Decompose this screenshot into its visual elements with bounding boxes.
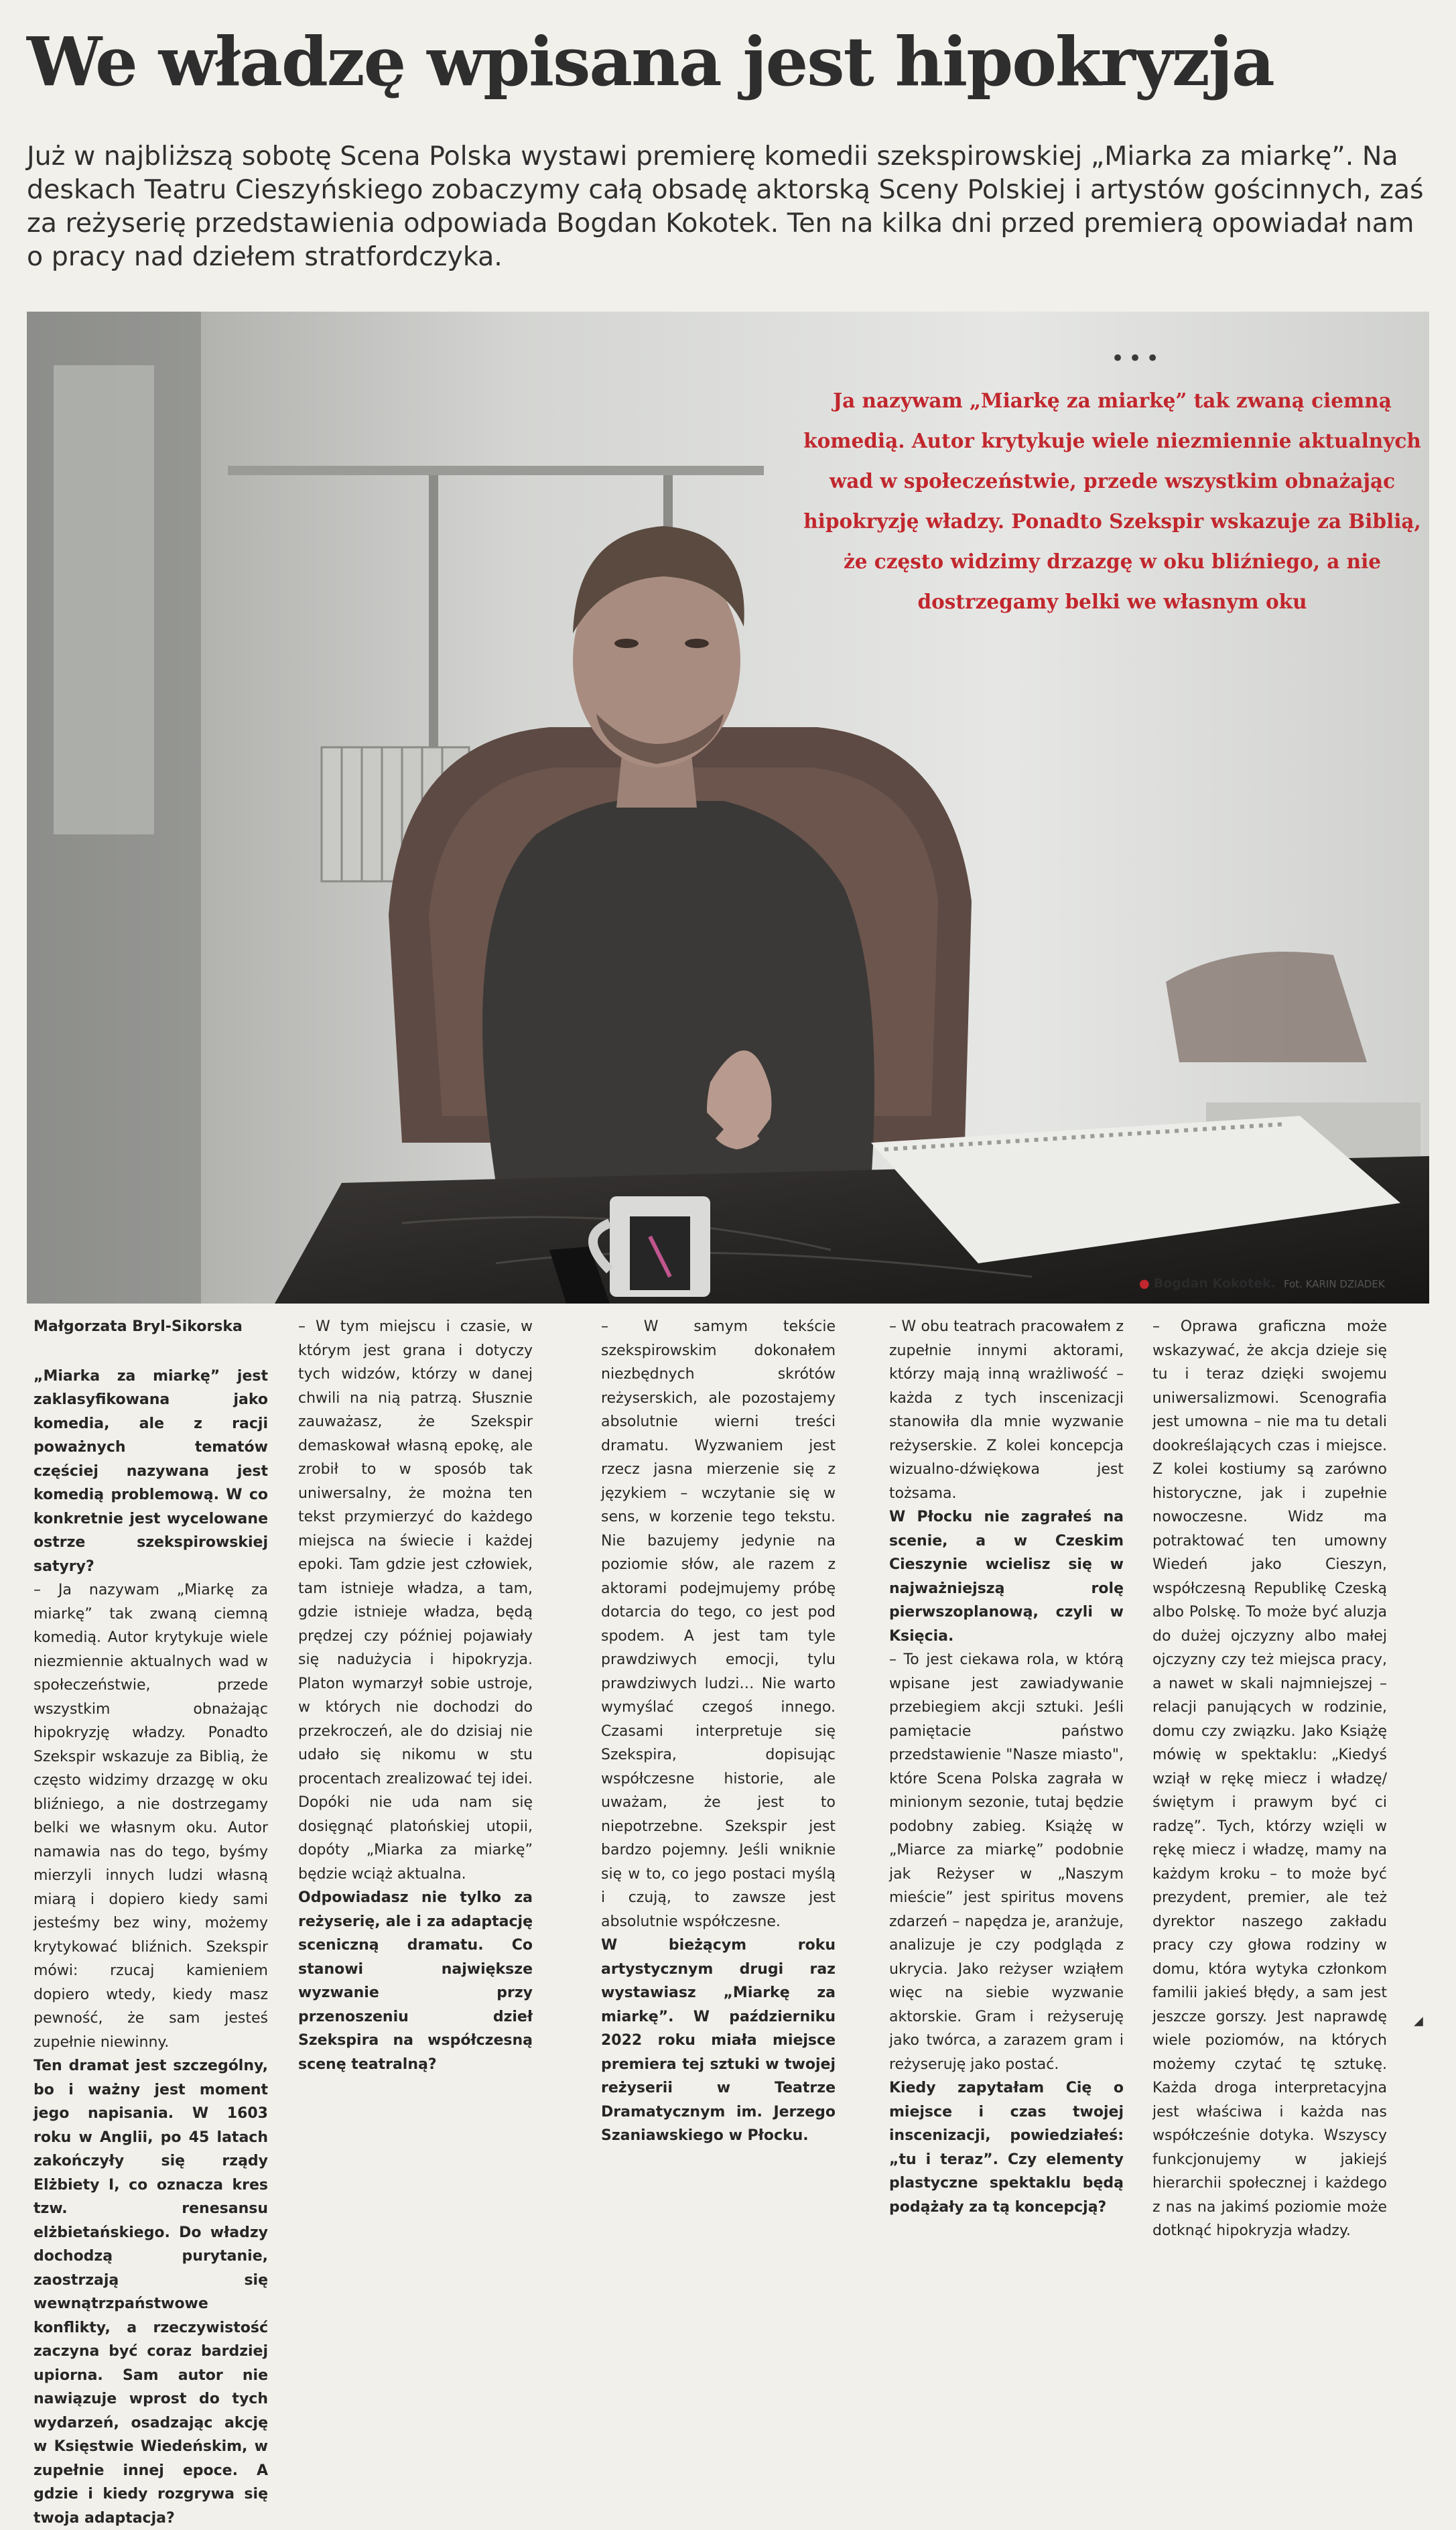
caption-name: Bogdan Kokotek. — [1153, 1276, 1276, 1291]
text-column-4 — [889, 1315, 1124, 2216]
pull-quote-ornament: ••• — [1111, 345, 1164, 372]
text-column-1 — [34, 1315, 268, 2527]
photo-caption — [1139, 1275, 1385, 1293]
interview-question: Kiedy zapytałam Cię o miejsce i czas twojej inscenizacji, powiedziałeś: „tu i teraz”. Czy elementy plastyczne spektaklu będą podążały za tą koncepcją? — [889, 2080, 1124, 2216]
interview-question: Odpowiadasz nie tylko za reżyserię, ale i za adaptację sceniczną dramatu. Co stanowi największe wyzwanie przy przenoszeniu dzieł Szekspira na współczesną scenę teatralną? — [298, 1889, 533, 2073]
end-of-article-icon: ◢ — [1414, 2014, 1423, 2028]
interview-answer: – W obu teatrach pracowałem z zupełnie innymi aktorami, którzy mają inną wrażliwość – każda z tych inscenizacji stanowiła dla mnie wyzwanie reżyserskie. Z kolei koncepcja wizualno-dźwiękowa jest tożsama. — [889, 1318, 1124, 1502]
interview-answer: – To jest ciekawa rola, w którą wpisane jest zawiadywanie przebiegiem akcji sztuki. Jeśli pamiętacie państwo przedstawienie "Nasze miasto", które Scena Polska zagrała w minionym sezonie, tutaj będzie podobny zabieg. Książę w „Miarce za miarkę” podobnie jak Reżyser w „Naszym mieście” jest spiritus movens zdarzeń – napędza je, aranżuje, analizuje je czy podgląda z ukrycia. Jako reżyser wziąłem więc na siebie wyzwanie aktorskie. Gram i reżyseruję jako twórca, a zarazem gram i reżyseruję jako postać. — [889, 1651, 1124, 2073]
interview-question: Ten dramat jest szczególny, bo i ważny jest moment jego napisania. W 1603 roku w Anglii, po 45 latach zakończyły się rządy Elżbiety I, co oznacza kres tzw. renesansu elżbietańskiego. Do władzy dochodzą purytanie, zaostrzają się wewnątrzpaństwowe konflikty, a rzeczywistość zaczyna być coraz bardziej upiorna. Sam autor nie nawiązuje wprost do tych wydarzeń, osadzając akcję w Księstwie Wiedeńskim, w zupełnie innej epoce. A gdzie i kiedy rozgrywa się twoja adaptacja? — [34, 2058, 268, 2527]
text-column-5 — [1152, 1315, 1387, 2239]
article-title: We władzę wpisana jest hipokryzja — [27, 22, 1274, 101]
interview-question: W bieżącym roku artystycznym drugi raz wystawiasz „Miarkę za miarkę”. W październiku 2022 roku miała miejsce premiera tej sztuki w twojej reżyserii w Teatrze Dramatycznym im. Jerzego Szaniawskiego w Płocku. — [601, 1937, 836, 2144]
interview-answer: – W samym tekście szekspirowskim dokonałem niezbędnych skrótów reżyserskich, ale pozostajemy absolutnie wierni treści dramatu. Wyzwaniem jest rzecz jasna mierzenie się z językiem – wczytanie się w sens, w korzenie tego tekstu. Nie bazujemy jedynie na poziomie słów, ale razem z aktorami podejmujemy próbę dotarcia do tego, co jest pod spodem. A jest tam tyle prawdziwych emocji, tylu prawdziwych ludzi… Nie warto wymyślać czegoś innego. Czasami interpretuje się Szekspira, dopisując współczesne historie, ale uważam, że jest to niepotrzebne. Szekspir jest bardzo pojemny. Jeśli wniknie się w to, co jego postaci myślą i czują, to zawsze jest absolutnie współczesne. — [601, 1318, 836, 1930]
interview-answer: – W tym miejscu i czasie, w którym jest grana i dotyczy tych widzów, którzy w danej chwili na nią patrzą. Słusznie zauważasz, że Szekspir demaskował własną epokę, ale zrobił to w sposób tak uniwersalny, że można ten tekst przymierzyć do każdego miejsca na świecie i każdej epoki. Tam gdzie jest człowiek, tam istnieje władza, a tam, gdzie istnieje władza, będą prędzej czy później pojawiały się nadużycia i hipokryzja. Platon wymarzył sobie ustroje, w których nie dochodzi do przekroczeń, ale do dzisiaj nie udało się nikomu w stu procentach zrealizować tej idei. Dopóki nie uda nam się dosięgnąć platońskiej utopii, dopóty „Miarka za miarkę” będzie wciąż aktualna. — [298, 1318, 533, 1883]
interview-question: W Płocku nie zagrałeś na scenie, a w Czeskim Cieszynie wcielisz się w najważniejszą rolę pierwszoplanową, czyli w Księcia. — [889, 1509, 1124, 1645]
caption-bullet-icon: ● — [1139, 1277, 1150, 1291]
text-column-3 — [601, 1315, 836, 2144]
interview-answer: – Oprawa graficzna może wskazywać, że akcja dzieje się tu i teraz dzięki swojemu uniwersalizmowi. Scenografia jest umowna – nie ma tu detali dookreślających czas i miejsce. Z kolei kostiumy są zarówno historyczne, jak i zupełnie nowoczesne. Widz ma potraktować ten umowny Wiedeń jako Cieszyn, współczesną Republikę Czeską albo Polskę. To może być aluzja do dużej ojczyzny albo małej ojczyzny czy też miejsca pracy, a nawet w skali najmniejszej – relacji panujących w rodzinie, domu czy związku. Jako Książę mówię w spektaklu: „Kiedyś wziął w rękę miecz i władzę/świętym i prawym być ci radzę”. Tych, którzy wzięli w rękę miecz i władzę, mamy na każdym kroku – to może być prezydent, premier, ale też dyrektor naszego zakładu pracy czy głowa rodziny w domu, która wytyka członkom familii jakieś błędy, a sam jest jeszcze gorszy. Jest naprawdę wiele poziomów, na których możemy czytać tę sztukę. Każda droga interpretacyjna jest właściwa i każda nas współcześnie dotyka. Wszyscy funkcjonujemy w jakiejś hierarchii społecznej i każdego z nas na jakimś poziomie może dotknąć hipokryzja władzy. — [1152, 1318, 1387, 2239]
author-byline: Małgorzata Bryl-Sikorska — [34, 1318, 243, 1335]
interview-answer: – Ja nazywam „Miarkę za miarkę” tak zwaną ciemną komedią. Autor krytykuje wiele niezmiennie aktualnych wad w społeczeństwie, przede wszystkim obnażając hipokryzję władzy. Ponadto Szekspir wskazuje za Biblią, że często widzimy drzazgę w oku bliźniego, a nie dostrzegamy belki we własnym oku. Autor namawia nas do tego, byśmy mierzyli innych ludzi własną miarą i dopiero kiedy sami jesteśmy bez winy, możemy krytykować bliźnich. Szekspir mówi: rzucaj kamieniem dopiero wtedy, kiedy masz pewność, że sam jesteś zupełnie niewinny. — [34, 1582, 268, 2051]
article-lead: Już w najbliższą sobotę Scena Polska wystawi premierę komedii szekspirowskiej „Miarka za miarkę”. Na deskach Teatru Cieszyńskiego zobaczymy całą obsadę aktorską Sceny Polskiej i artystów gościnnych, zaś za reżyserię przedstawienia odpowiada Bogdan Kokotek. Ten na kilka dni przed premierą opowiadał nam o pracy nad dziełem stratfordczyka. — [27, 141, 1424, 272]
text-column-2 — [298, 1315, 533, 2073]
photo-credit: Fot. KARIN DZIADEK — [1283, 1278, 1385, 1290]
interview-question: „Miarka za miarkę” jest zaklasyfikowana jako komedia, ale z racji poważnych tematów częściej nazywana jest komedią problemową. W co konkretnie jest wycelowane ostrze szekspirowskiej satyry? — [34, 1367, 268, 1575]
pull-quote: Ja nazywam „Miarkę za miarkę” tak zwaną ciemną komedią. Autor krytykuje wiele niezmiennie aktualnych wad w społeczeństwie, przede wszystkim obnażając hipokryzję władzy. Ponadto Szekspir wskazuje za Biblią, że często widzimy drzazgę w oku bliźniego, a nie dostrzegamy belki we własnym oku — [803, 389, 1421, 613]
